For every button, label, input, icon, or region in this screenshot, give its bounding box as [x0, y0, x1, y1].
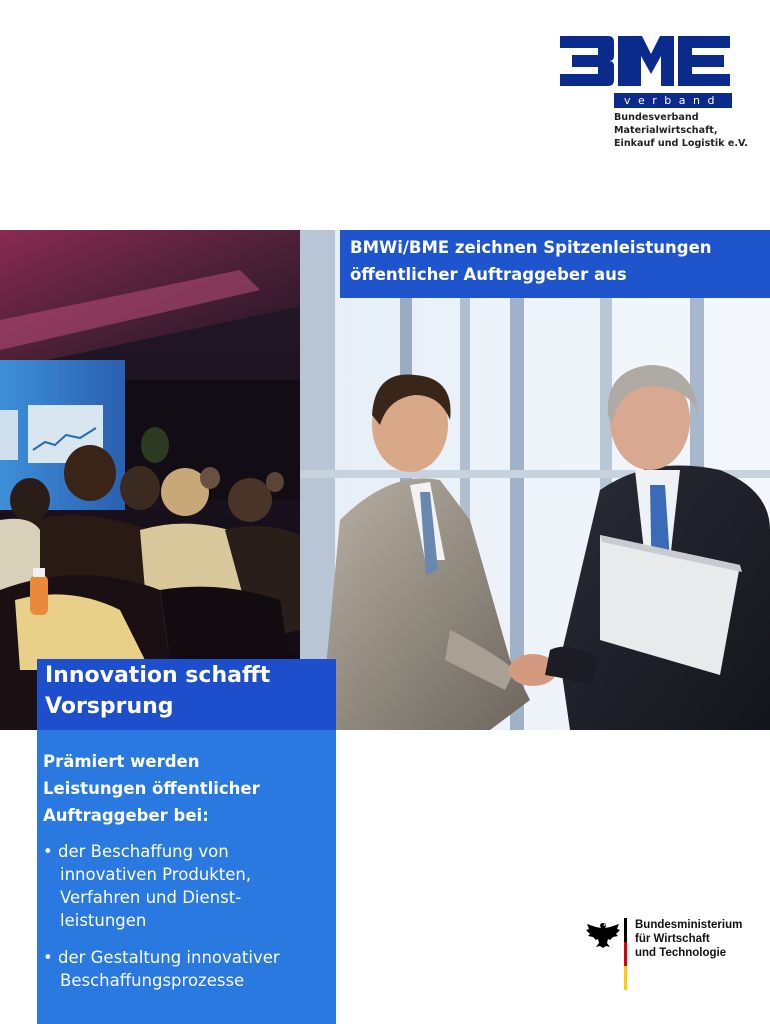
- bullet-line: Verfahren und Dienst-: [60, 888, 242, 907]
- ministry-name: [635, 918, 742, 960]
- handshake-photo: [300, 230, 770, 730]
- bullet-line: leistungen: [60, 911, 147, 930]
- eagle-icon: [586, 921, 620, 949]
- headline-line: öffentlicher Auftraggeber aus: [350, 265, 627, 284]
- bme-subtitle-line: Bundesverband: [614, 112, 699, 123]
- bullet-line: • der Beschaffung von: [43, 842, 229, 861]
- conference-photo: [0, 230, 330, 730]
- ministry-name-line: für Wirtschaft: [635, 933, 710, 945]
- verband-label: verband: [614, 93, 732, 108]
- bme-subtitle-line: Materialwirtschaft,: [614, 125, 718, 136]
- ministry-name-line: und Technologie: [635, 947, 727, 959]
- bullet-line: innovativen Produkten,: [60, 865, 252, 884]
- hero-photo: [0, 230, 770, 730]
- bme-logo: [558, 34, 748, 149]
- ministry-name-line: Bundesministerium: [635, 919, 743, 931]
- bullet-line: Beschaffungsprozesse: [60, 971, 245, 990]
- panel-body: [37, 730, 336, 1024]
- german-flag-bar: [624, 918, 627, 990]
- bme-subtitle-line: Einkauf und Logistik e.V.: [614, 138, 748, 149]
- flag-black-stripe: [624, 918, 627, 942]
- prize-heading-line: Auftraggeber bei:: [43, 806, 209, 825]
- flag-gold-stripe: [624, 966, 627, 990]
- prize-heading-line: Leistungen öffentlicher: [43, 779, 260, 798]
- panel-title-line: Vorsprung: [45, 694, 174, 719]
- bme-wordmark: [558, 34, 730, 88]
- flag-red-stripe: [624, 942, 627, 966]
- ministry-logo: [586, 918, 756, 998]
- headline-line: BMWi/BME zeichnen Spitzenleistungen: [350, 238, 712, 257]
- panel-title-line: Innovation schafft: [45, 663, 271, 688]
- headline-box: [340, 230, 770, 298]
- panel-title-box: [37, 659, 336, 730]
- bullet-line: • der Gestaltung innovativer: [43, 948, 280, 967]
- bme-subtitle: [614, 111, 770, 150]
- prize-heading-line: Prämiert werden: [43, 752, 200, 771]
